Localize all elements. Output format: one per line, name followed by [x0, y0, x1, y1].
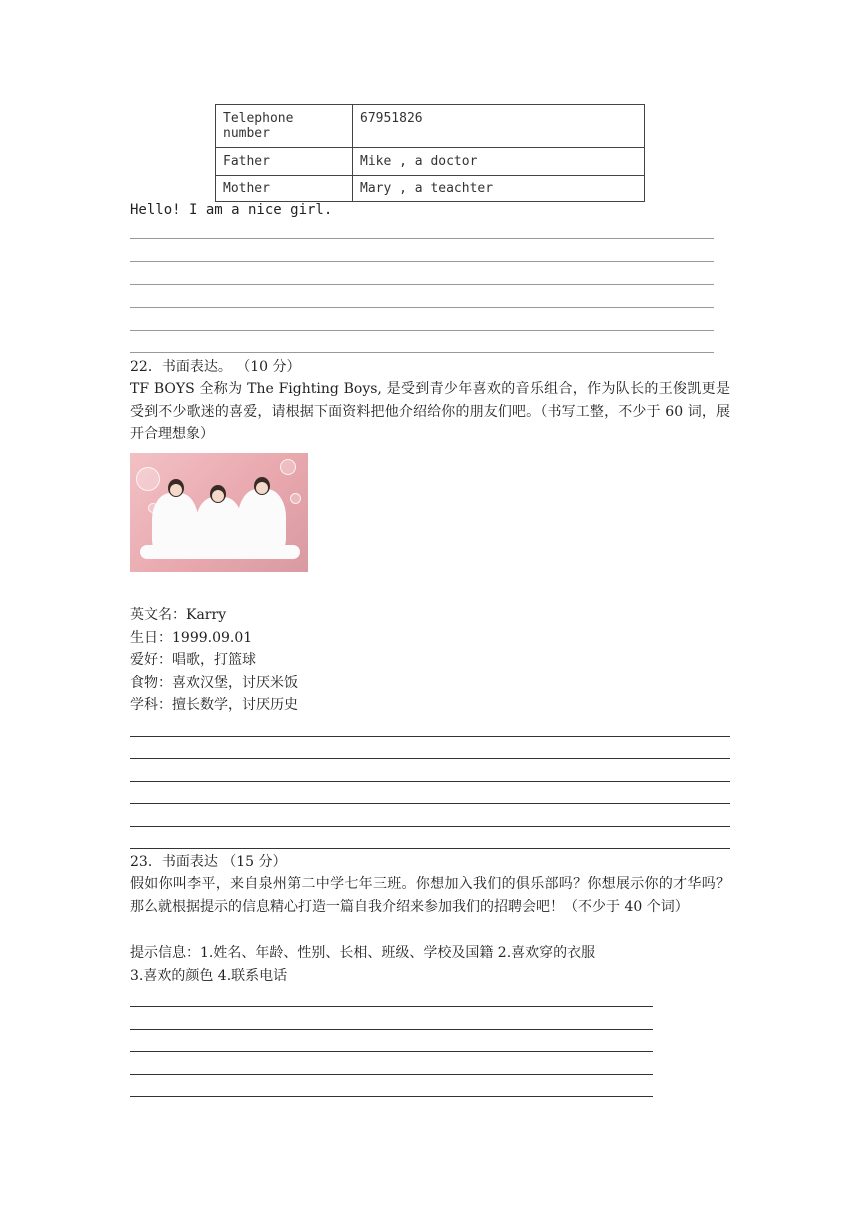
table-cell-label: Telephone number: [216, 105, 353, 148]
fact-english-name: 英文名：Karry: [130, 607, 227, 623]
q21-start-text: Hello! I am a nice girl.: [130, 202, 333, 218]
table-cell-label: Father: [216, 148, 353, 176]
writing-line[interactable]: [130, 352, 714, 353]
writing-line[interactable]: [130, 261, 714, 262]
q22-heading: 22．书面表达。 （10 分）: [130, 359, 301, 375]
writing-line[interactable]: [130, 1029, 653, 1030]
writing-line[interactable]: [130, 1006, 653, 1007]
writing-line[interactable]: [130, 781, 730, 782]
table-cell-label: Mother: [216, 176, 353, 202]
q23-hint-line2: 3.喜欢的颜色 4.联系电话: [130, 968, 288, 984]
fact-food: 食物：喜欢汉堡，讨厌米饭: [130, 675, 298, 691]
table-row: [216, 176, 645, 202]
writing-line[interactable]: [130, 307, 714, 308]
q23-instructions: 假如你叫李平，来自泉州第二中学七年三班。你想加入我们的俱乐部吗？你想展示你的才华吗？那么就根据提示的信息精心打造一篇自我介绍来参加我们的招聘会吧！（不少于 40 个词）: [130, 876, 730, 915]
writing-line[interactable]: [130, 1051, 653, 1052]
writing-line[interactable]: [130, 848, 730, 849]
table-row: [216, 148, 645, 176]
writing-line[interactable]: [130, 284, 714, 285]
table-cell-value: 67951826: [353, 105, 645, 148]
q22-instructions: TF BOYS 全称为 The Fighting Boys, 是受到青少年喜欢的音乐组合，作为队长的王俊凯更是受到不少歌迷的喜爱，请根据下面资料把他介绍给你的朋友们吧。（书写工整，不少于 60 词，展开合理想象）: [130, 381, 730, 442]
fact-subjects: 学科：擅长数学，讨厌历史: [130, 697, 298, 713]
writing-line[interactable]: [130, 826, 730, 827]
writing-line[interactable]: [130, 758, 730, 759]
table-row: [216, 105, 645, 148]
writing-line[interactable]: [130, 330, 714, 331]
family-info-table: [215, 104, 645, 202]
fact-hobbies: 爱好：唱歌，打篮球: [130, 652, 256, 668]
q23-hint-line1: 提示信息：1.姓名、年龄、性别、长相、班级、学校及国籍 2.喜欢穿的衣服: [130, 945, 596, 961]
writing-line[interactable]: [130, 803, 730, 804]
table-cell-value: Mary , a teachter: [353, 176, 645, 202]
writing-line[interactable]: [130, 1074, 653, 1075]
writing-line[interactable]: [130, 736, 730, 737]
table-cell-value: Mike , a doctor: [353, 148, 645, 176]
q23-heading: 23．书面表达 （15 分）: [130, 854, 287, 870]
writing-line[interactable]: [130, 1096, 653, 1097]
writing-line[interactable]: [130, 238, 714, 239]
fact-birthday: 生日：1999.09.01: [130, 630, 253, 646]
tfboys-photo: [130, 453, 308, 572]
